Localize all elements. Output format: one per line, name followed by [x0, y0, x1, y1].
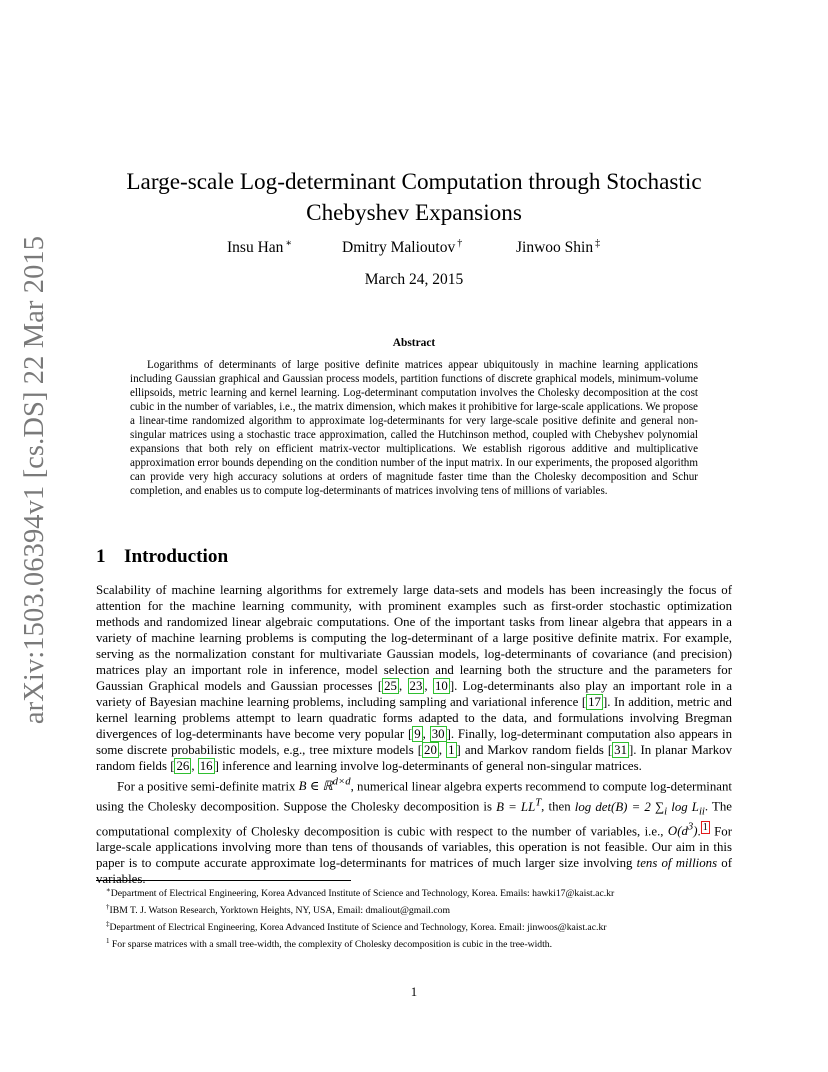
text-run: For large-scale applications involving more than tens of thousands of variables, this operation is not feasible. Our aim in this paper is to compute accurate approximate log-determinants for matrices of much larger size involving [96, 824, 733, 871]
author-3 [516, 238, 600, 257]
paper-date: March 24, 2015 [364, 271, 464, 288]
text-run: . The computational complexity of Cholesky decomposition is cubic with respect to the number of variables, i.e., [96, 799, 732, 839]
paragraph-2: For a positive semi-definite matrix B ∈ ℝ$^{d\times d}$, numerical linear algebra experts recommend to compute log-determinant using the Cholesky decomposition. Suppose the Cholesky decomposition is $B = LL^T$, then log det(B) = 2 $\sum_i$ $\log L_{ii}$. The computational complexity of Cholesky decomposition is cubic with respect to the number of variables, i.e., $O(d^3)$. $^1$ For large-scale applications involving more than tens of thousands of variables, this operation is not feasible. Our aim in this paper is to compute accurate approximate log-determinants for matrices of much larger size involving tens of millions of variables. [96, 776, 733, 887]
math-term: ) [693, 824, 698, 839]
citation-link[interactable]: 9 [414, 727, 421, 741]
text-run: For a positive semi-definite matrix [117, 779, 299, 794]
math-term: B = LL [496, 799, 536, 814]
citation-link[interactable]: 26 [176, 759, 190, 773]
author-name: Jinwoo Shin [516, 239, 594, 256]
footnote-text: IBM T. J. Watson Research, Yorktown Heights, NY, USA, Email: dmaliout@gmail.com [109, 905, 451, 917]
footnote-text: For sparse matrices with a small tree-width, the complexity of Cholesky decomposition is cubic in the tree-width. [109, 939, 553, 951]
citation-link[interactable]: 17 [588, 695, 601, 709]
text-run: . Log-determinants also play an important role in a variety of Bayesian machine learning problems, including sampling and variational inference [96, 679, 733, 709]
footnotes [96, 884, 732, 953]
arxiv-identifier-stamp[interactable]: arXiv:1503.06394v1 [cs.DS] 22 Mar 2015 [19, 235, 50, 725]
citation-link[interactable]: 31 [614, 743, 628, 757]
paper-title: Large-scale Log-determinant Computation through Stochastic Chebyshev Expansions [126, 169, 702, 226]
citation-link[interactable]: 23 [409, 679, 423, 693]
footnote [96, 935, 732, 952]
math-term: log det(B) = 2 ∑ [574, 799, 665, 814]
math-term: B ∈ ℝ [298, 779, 333, 794]
footnote-divider [96, 880, 351, 881]
footnote-text: Department of Electrical Engineering, Korea Advanced Institute of Science and Technology, Korea. Email: jinwoos@kaist.ac.kr [109, 922, 607, 934]
footnote-mark: ∗ [106, 886, 111, 894]
citation-link[interactable]: 25 [384, 679, 397, 693]
author-name: Insu Han [227, 239, 284, 256]
citation-link[interactable]: 10 [434, 679, 448, 693]
author-affiliation-mark: † [457, 238, 463, 249]
author-1 [227, 238, 292, 257]
footnote [96, 884, 732, 901]
math-superscript: d×d [332, 776, 351, 788]
text-run: Scalability of machine learning algorithms for extremely large data-sets and models has been increasingly the focus of attention for the machine learning community, with prominent examples such as first-order stochastic optimization methods and randomized linear algebraic computations. One of the important tasks from linear algebra that appears in a variety of machine learning problems is computing the log-determinant of a large positive definite matrix. For example, serving as the normalization constant for multivariate Gaussian models, log-determinants of covariance (and precision) matrices play an important role in inference, model selection and learning both the structure and the parameters for Gaussian Graphical models and Gaussian processes [96, 583, 732, 693]
page-number: 1 [410, 985, 418, 999]
text-run: , then [541, 799, 575, 814]
footnote-mark: ‡ [106, 920, 110, 929]
citation-link[interactable]: 20 [424, 743, 437, 757]
text-run: , numerical linear algebra experts recommend to compute log-determinant using the Cholesky decomposition. Suppose the Cholesky decomposition is [96, 779, 732, 814]
text-run: inference and learning involve log-determinants of general non-singular matrices. [218, 759, 642, 773]
citation-link[interactable]: 16 [199, 759, 213, 773]
section-body [96, 582, 732, 887]
footnote-mark: † [106, 903, 110, 912]
math-expression [667, 821, 698, 839]
math-expression [574, 799, 705, 818]
footnote [96, 918, 732, 935]
footnote-text: Department of Electrical Engineering, Korea Advanced Institute of Science and Technology, Korea. Emails: hawki17@kaist.ac.kr [110, 888, 615, 900]
citation-link[interactable]: 30 [431, 727, 445, 741]
math-expression [298, 776, 351, 794]
math-term: O(d [667, 824, 688, 839]
author-affiliation-mark: ∗ [285, 238, 293, 249]
section-title: Introduction [124, 546, 229, 567]
abstract-heading: Abstract [392, 337, 436, 349]
paragraph-1: Scalability of machine learning algorithms for extremely large data-sets and models has been increasingly the focus of attention for the machine learning community, with prominent examples such as first-order stochastic optimization methods and randomized linear algebraic computations. One of the important tasks from linear algebra that appears in a variety of machine learning problems is computing the log-determinant of a large positive definite matrix. For example, serving as the normalization constant for multivariate Gaussian models, log-determinants of covariance (and precision) matrices play an important role in inference, model selection and learning both the structure and the parameters for Gaussian Graphical models and Gaussian processes [ 25 , 23 , 10 ]. Log-determinants also play an important role in a variety of Bayesian machine learning problems, including sampling and variational inference [ 17 ]. In addition, metric and kernel learning problems attempt to learn quadratic forms adapted to the data, and formulations involving Bregman divergences of log-determinants have become very popular [ 9 , 30 ]. Finally, log-determinant computation also appears in some discrete probabilistic models, e.g., tree mixture models [ 20 , 1 ] and Markov random fields [ 31 ]. In planar Markov random fields [ 26 , 16 ] inference and learning involve log-determinants of general non-singular matrices. [96, 583, 733, 773]
section-number: 1 [96, 546, 106, 567]
text-run: . Finally, log-determinant computation also appears in some discrete probabilistic models, e.g., tree mixture models [96, 727, 733, 757]
footnote [96, 901, 732, 918]
text-run: and Markov random fields [460, 743, 608, 757]
math-expression [496, 796, 542, 814]
author-list [96, 238, 732, 260]
math-superscript: T [535, 796, 542, 809]
author-2 [342, 238, 462, 257]
math-subscript: ii [698, 805, 705, 818]
citation-link[interactable]: 1 [448, 743, 455, 757]
footnote-link[interactable]: 1 [702, 822, 708, 834]
footnote-mark: 1 [106, 937, 110, 946]
text-run: . In planar Markov random fields [96, 743, 733, 773]
section-heading [96, 546, 228, 568]
text-run: of variables. [96, 856, 732, 887]
author-name: Dmitry Malioutov [342, 239, 456, 256]
emphasized-text: tens of millions [636, 856, 718, 871]
math-term: log L [667, 799, 699, 814]
math-subscript: i [664, 805, 668, 818]
math-superscript: 3 [687, 821, 694, 834]
text-run: . In addition, metric and kernel learning problems attempt to learn quadratic forms adapted to the data, and formulations involving Bregman divergences of log-determinants have become very popular [96, 695, 732, 741]
author-affiliation-mark: ‡ [595, 238, 601, 249]
abstract-text: Logarithms of determinants of large positive definite matrices appear ubiquitously in machine learning applications including Gaussian graphical and Gaussian process models, partition functions of discrete graphical models, minimum-volume ellipsoids, metric learning and kernel learning. Log-determinant computation involves the Cholesky decomposition at the cost cubic in the number of variables, i.e., the matrix dimension, which makes it prohibitive for large-scale applications. We propose a linear-time randomized algorithm to approximate log-determinants for very large-scale positive definite and general non-singular matrices using a stochastic trace approximation, called the Hutchinson method, coupled with Chebyshev polynomial expansions that both rely on efficient matrix-vector multiplications. We establish rigorous additive and multiplicative approximation error bounds depending on the condition number of the input matrix. In our experiments, the proposed algorithm can provide very high accuracy solutions at orders of magnitude faster time than the Cholesky decomposition and Schur completion, and enables us to compute log-determinants of matrices involving tens of millions of variables. [130, 359, 698, 498]
